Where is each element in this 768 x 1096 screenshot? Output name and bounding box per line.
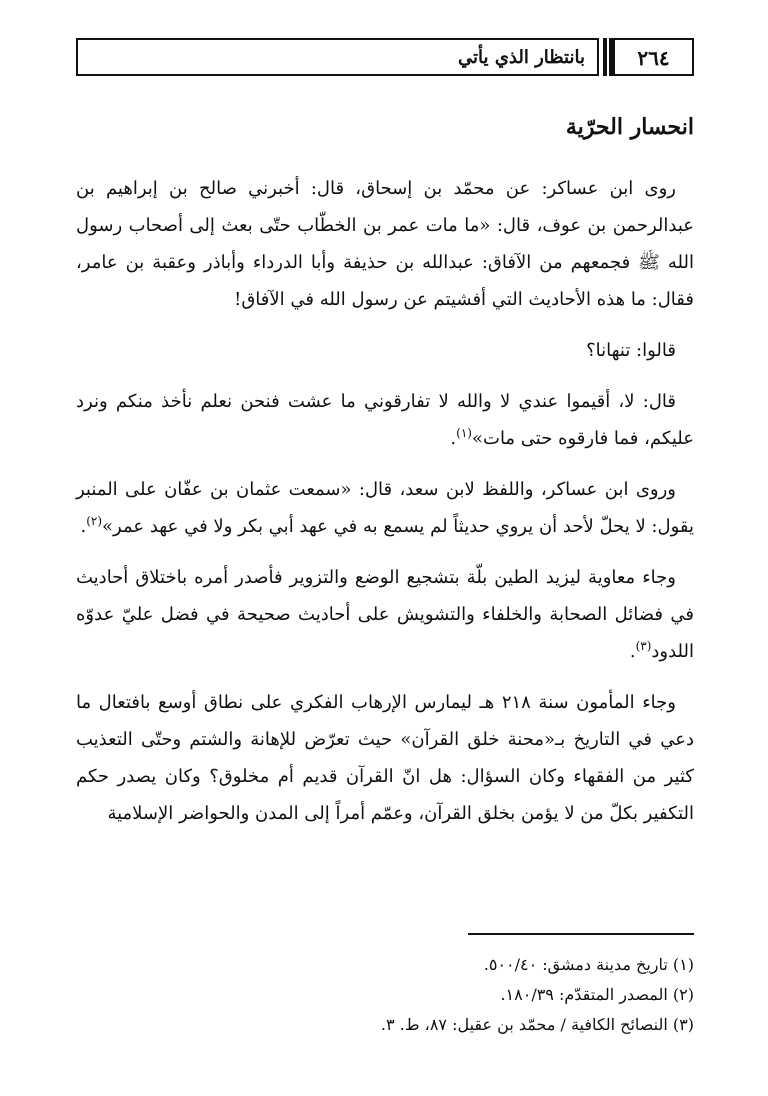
footnote: (٢) المصدر المتقدّم: ١٨٠/٣٩.: [500, 985, 694, 1004]
section-heading: انحسار الحرّية: [565, 114, 694, 140]
page-number: ٢٦٤: [613, 38, 694, 76]
footnote-ref[interactable]: (٣): [635, 639, 652, 653]
paragraph-text: قال: لا، أقيموا عندي لا والله لا تفارقوني ما عشت فنحن نعلم نأخذ منكم ونرد عليكم، فما فارقوه حتى مات»: [76, 391, 694, 449]
paragraph: [76, 471, 694, 545]
header-rule: [603, 38, 607, 76]
running-title: بانتظار الذي يأتي: [76, 38, 599, 76]
paragraph-end: .: [80, 516, 87, 537]
paragraph: وجاء المأمون سنة ٢١٨ هـ ليمارس الإرهاب الفكري على نطاق أوسع بافتعال ما دعي في التاريخ بـ«محنة خلق القرآن» حيث تعرّض للإهانة والشتم وحتّى التعذيب كثير من الفقهاء وكان السؤال: هل انّ القرآن قديم أم مخلوق؟ وكان يصدر حكم التكفير بكلّ من لا يؤمن بخلق القرآن، وعمّم أمراً إلى المدن والحواضر الإسلامية: [76, 692, 694, 824]
paragraph: [76, 559, 694, 670]
paragraph: روى ابن عساكر: عن محمّد بن إسحاق، قال: أخبرني صالح بن إبراهيم بن عبدالرحمن بن عوف، قال: «ما مات عمر بن الخطّاب حتّى بعث إلى أصحاب رسول الله ﷺ فجمعهم من الآفاق: عبدالله بن حذيفة وأبا الدرداء وأباذر وعقبة بن عامر، فقال: ما هذه الأحاديث التي أفشيتم عن رسول الله في الآفاق!: [76, 178, 694, 310]
footnotes: [76, 950, 694, 1040]
paragraph: قالوا: تنهانا؟: [586, 340, 676, 361]
paragraph-text: وروى ابن عساكر، واللفظ لابن سعد، قال: «سمعت عثمان بن عفّان على المنبر يقول: لا يحلّ لأحد أن يروي حديثاً لم يسمع به في عهد أبي بكر ولا في عهد عمر»: [76, 479, 694, 537]
footnote-divider: [468, 933, 694, 935]
paragraph: [76, 383, 694, 457]
footnote: (١) تاريخ مدينة دمشق: ٥٠٠/٤٠.: [483, 955, 694, 974]
running-header: [76, 38, 694, 80]
footnote-ref[interactable]: (١): [456, 426, 472, 440]
paragraph-end: .: [629, 641, 636, 662]
main-text: [76, 110, 694, 846]
footnote-ref[interactable]: (٢): [86, 514, 103, 528]
paragraph-end: .: [450, 428, 457, 449]
footnote: (٣) النصائح الكافية / محمّد بن عقيل: ٨٧، ط. ٣.: [380, 1015, 694, 1034]
paragraph-text: وجاء معاوية ليزيد الطين بلّة بتشجيع الوضع والتزوير فأصدر أمره باختلاق أحاديث في فضائل الصحابة والخلفاء والتشويش على أحاديث صحيحة في فضل عليّ عدوّه اللدود: [76, 567, 694, 662]
